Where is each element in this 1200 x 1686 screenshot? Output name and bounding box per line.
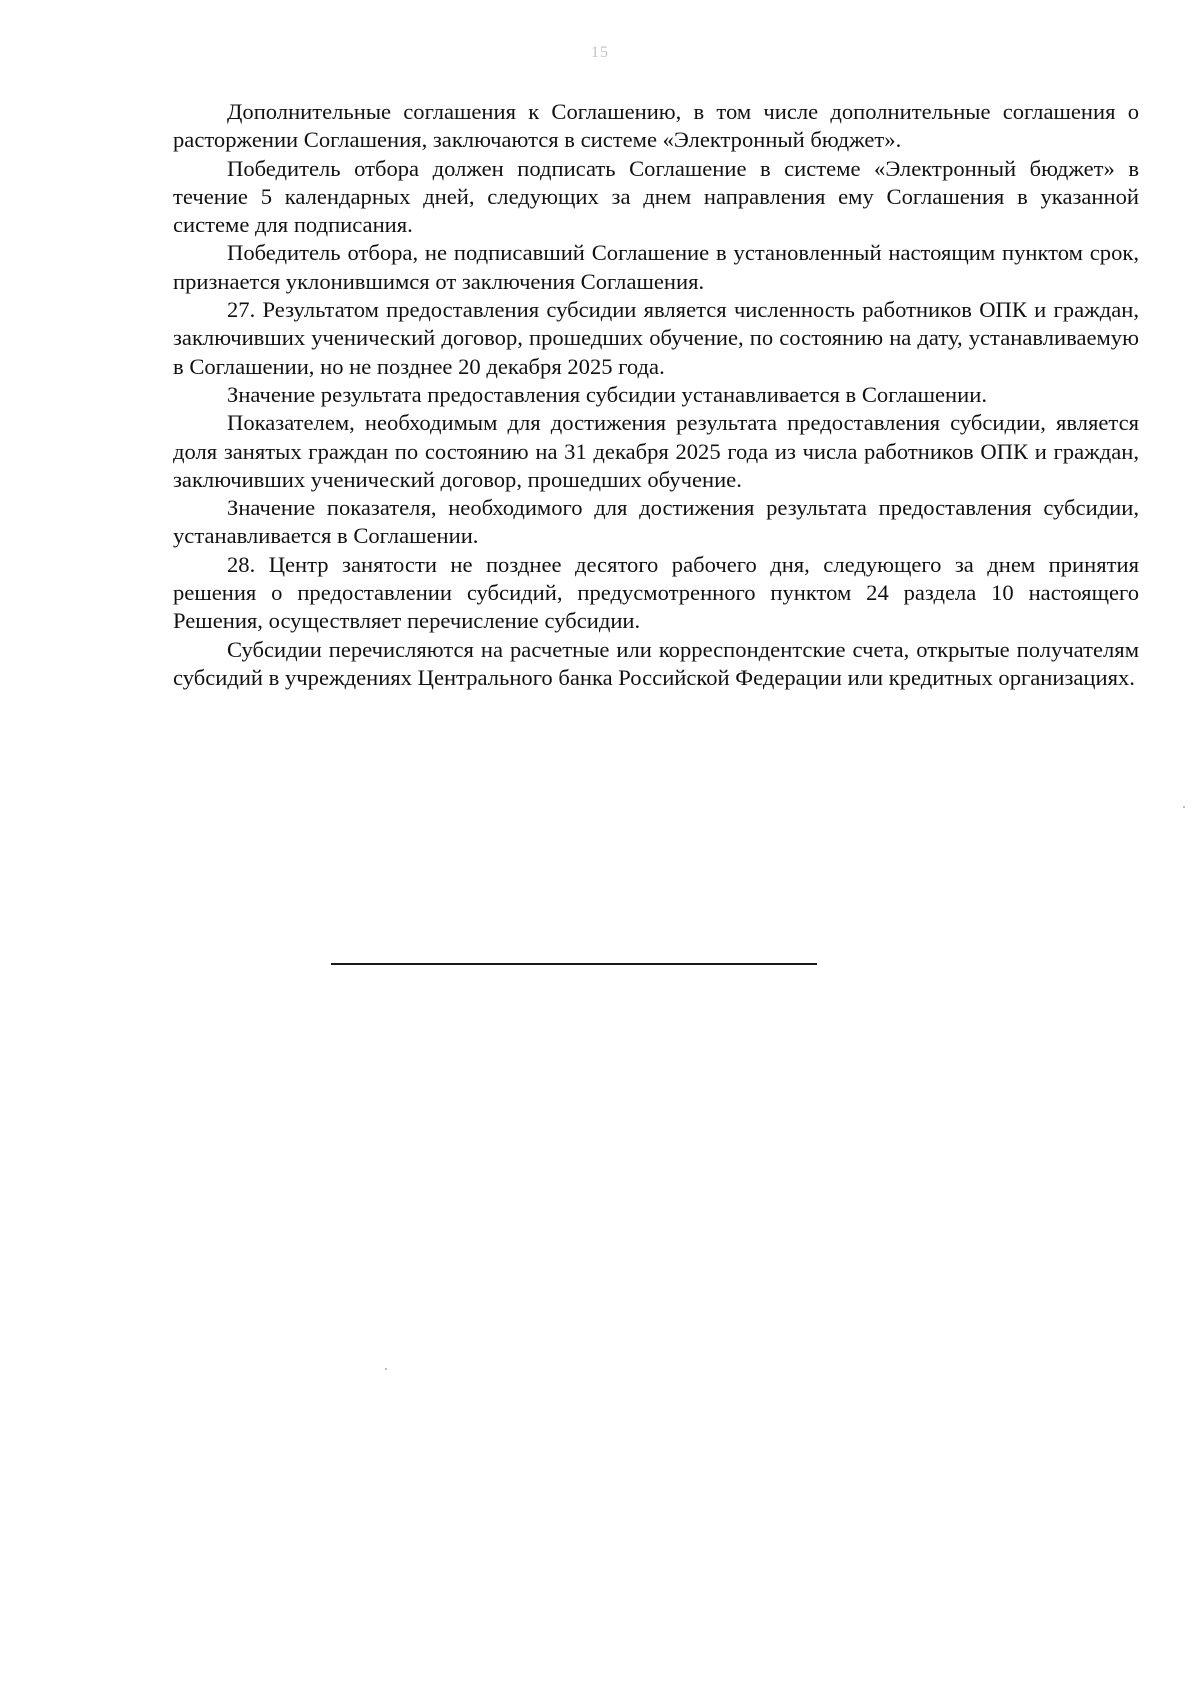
scan-speck bbox=[385, 1368, 387, 1370]
document-body bbox=[173, 98, 1139, 692]
paragraph-winner-evades: Победитель отбора, не подписавший Соглашение в установленный настоящим пунктом срок, признается уклонившимся от заключения Соглашения. bbox=[173, 240, 1139, 294]
paragraph-indicator: Показателем, необходимым для достижения результата предоставления субсидии, является доля занятых граждан по состоянию на 31 декабря 2025 года из числа работников ОПК и граждан, заключивших ученический договор, прошедших обучение. bbox=[173, 410, 1139, 492]
paragraph-subsidy-accounts: Субсидии перечисляются на расчетные или корреспондентские счета, открытые получателям субсидий в учреждениях Центрального банка Российской Федерации или кредитных организациях. bbox=[173, 636, 1139, 690]
scan-speck bbox=[1183, 806, 1185, 808]
paragraph-indicator-value: Значение показателя, необходимого для достижения результата предоставления субсидии, устанавливается в Соглашении. bbox=[173, 495, 1139, 549]
paragraph-winner-signs: Победитель отбора должен подписать Соглашение в системе «Электронный бюджет» в течение 5 календарных дней, следующих за днем направления ему Соглашения в указанной системе для подписания. bbox=[173, 155, 1139, 238]
page-number: 15 bbox=[591, 44, 609, 61]
paragraph-item-27-result: 27. Результатом предоставления субсидии является численность работников ОПК и граждан, заключивших ученический договор, прошедших обучение, по состоянию на дату, устанавливаемую в Соглашении, но не позднее 20 декабря 2025 года. bbox=[173, 297, 1139, 379]
closing-rule bbox=[331, 963, 817, 965]
paragraph-result-value: Значение результата предоставления субсидии устанавливается в Соглашении. bbox=[227, 381, 987, 407]
paragraph-additional-agreements: Дополнительные соглашения к Соглашению, в том числе дополнительные соглашения о расторжении Соглашения, заключаются в системе «Электронный бюджет». bbox=[173, 99, 1139, 153]
paragraph-item-28-transfer: 28. Центр занятости не позднее десятого рабочего дня, следующего за днем принятия решения о предоставлении субсидий, предусмотренного пунктом 24 раздела 10 настоящего Решения, осуществляет перечисление субсидии. bbox=[173, 551, 1139, 634]
